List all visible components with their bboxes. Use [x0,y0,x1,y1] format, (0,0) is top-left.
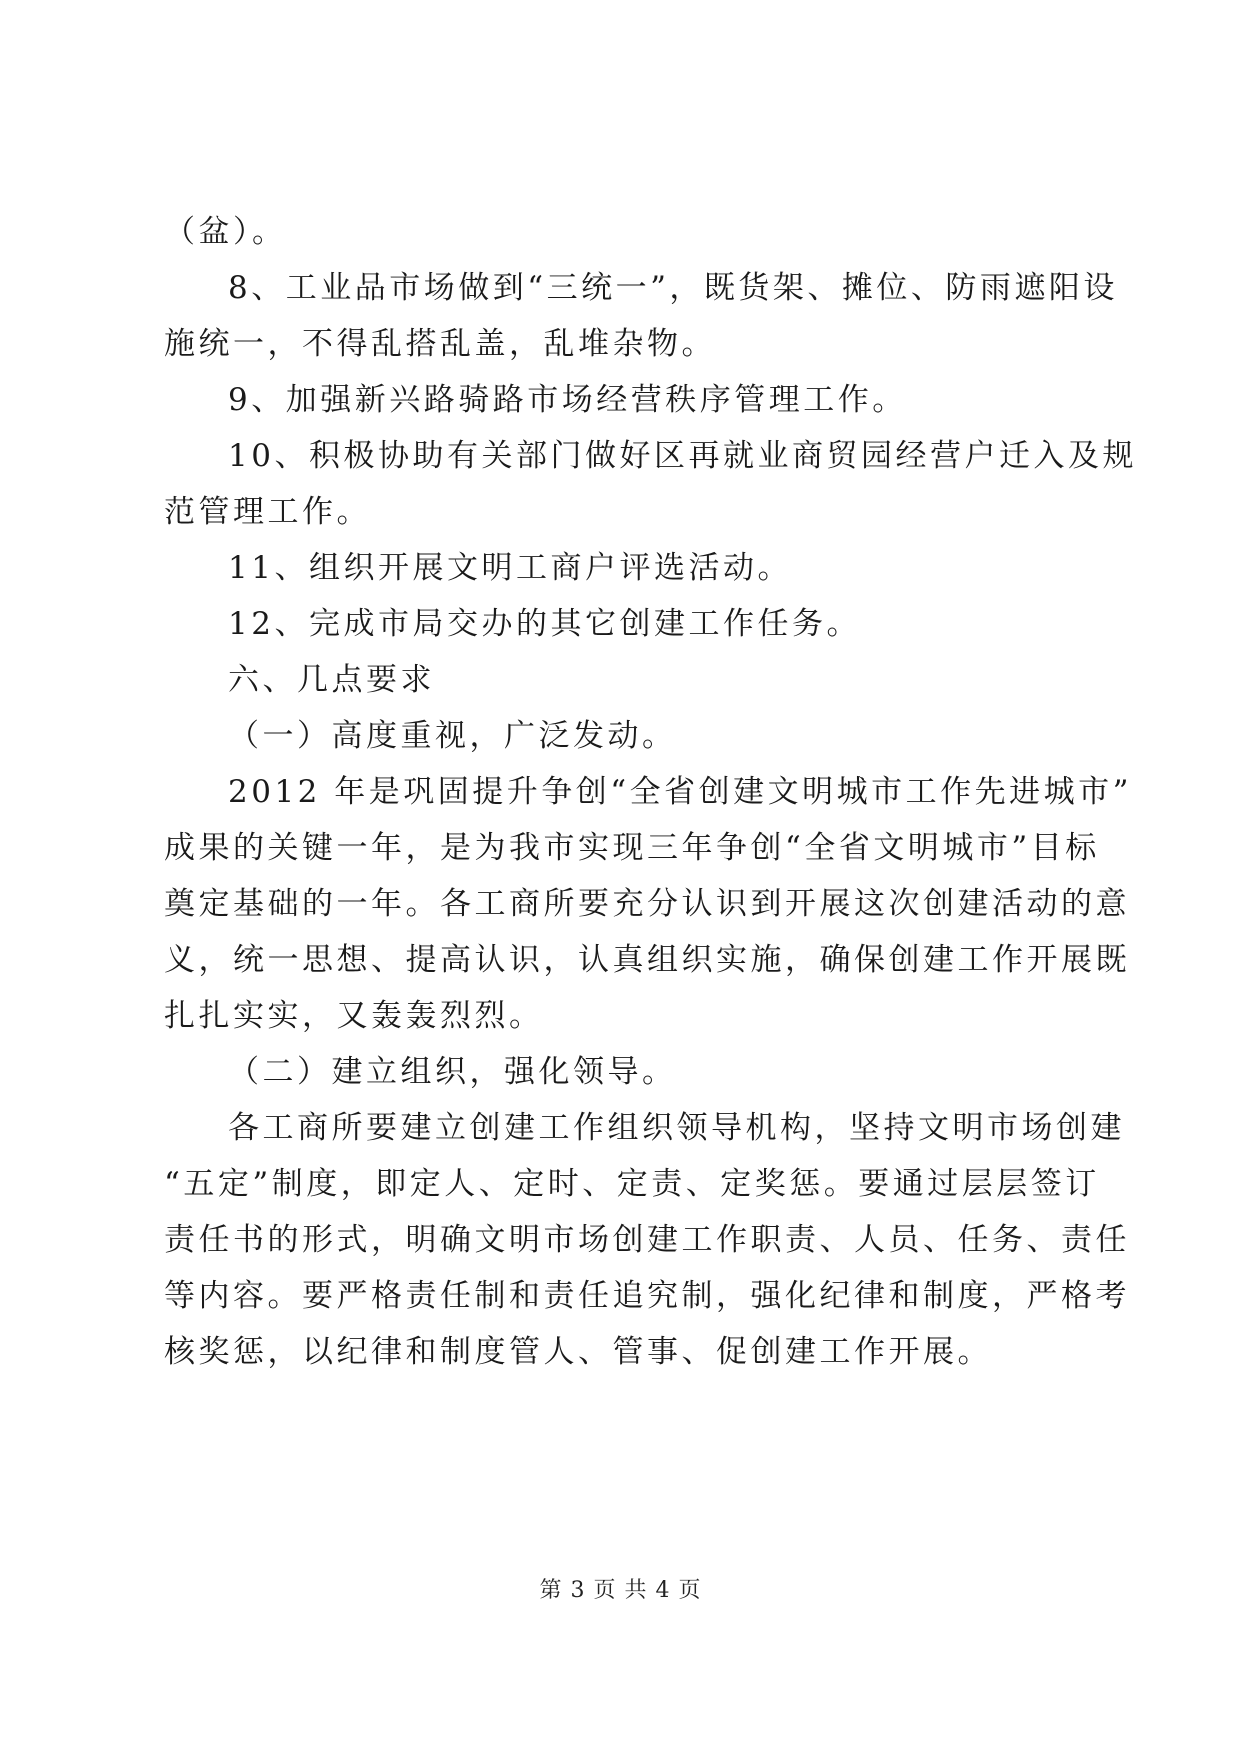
text-line: 核奖惩，以纪律和制度管人、管事、促创建工作开展。 [164,1334,992,1370]
text-line: 等内容。要严格责任制和责任追究制，强化纪律和制度，严格考 [164,1278,1130,1314]
text-line: 成果的关键一年，是为我市实现三年争创“全省文明城市”目标 [164,830,1100,866]
section-heading: 六、几点要求 [228,662,435,698]
text-line: 2012 年是巩固提升争创“全省创建文明城市工作先进城市” [228,774,1132,810]
text-line: 12、完成市局交办的其它创建工作任务。 [228,606,861,642]
text-line: （盆）。 [164,214,287,250]
text-line: 10、积极协助有关部门做好区再就业商贸园经营户迁入及规 [228,438,1137,474]
text-line: 义，统一思想、提高认识，认真组织实施，确保创建工作开展既 [164,942,1130,978]
subsection-heading: （二）建立组织，强化领导。 [228,1054,677,1090]
subsection-heading: （一）高度重视，广泛发动。 [228,718,677,754]
text-line: 11、组织开展文明工商户评选活动。 [228,550,792,586]
text-line: 扎扎实实，又轰轰烈烈。 [164,998,544,1034]
text-line: 9、加强新兴路骑路市场经营秩序管理工作。 [228,382,907,418]
text-line: “五定”制度，即定人、定时、定责、定奖惩。要通过层层签订 [164,1166,1100,1202]
text-line: 各工商所要建立创建工作组织领导机构，坚持文明市场创建 [228,1110,1125,1146]
text-line: 责任书的形式，明确文明市场创建工作职责、人员、任务、责任 [164,1222,1130,1258]
text-line: 范管理工作。 [164,494,371,530]
text-line: 奠定基础的一年。各工商所要充分认识到开展这次创建活动的意 [164,886,1130,922]
text-line: 8、工业品市场做到“三统一”，既货架、摊位、防雨遮阳设 [228,270,1118,306]
text-line: 施统一，不得乱搭乱盖，乱堆杂物。 [164,326,716,362]
page-number-footer: 第 3 页 共 4 页 [539,1578,702,1603]
